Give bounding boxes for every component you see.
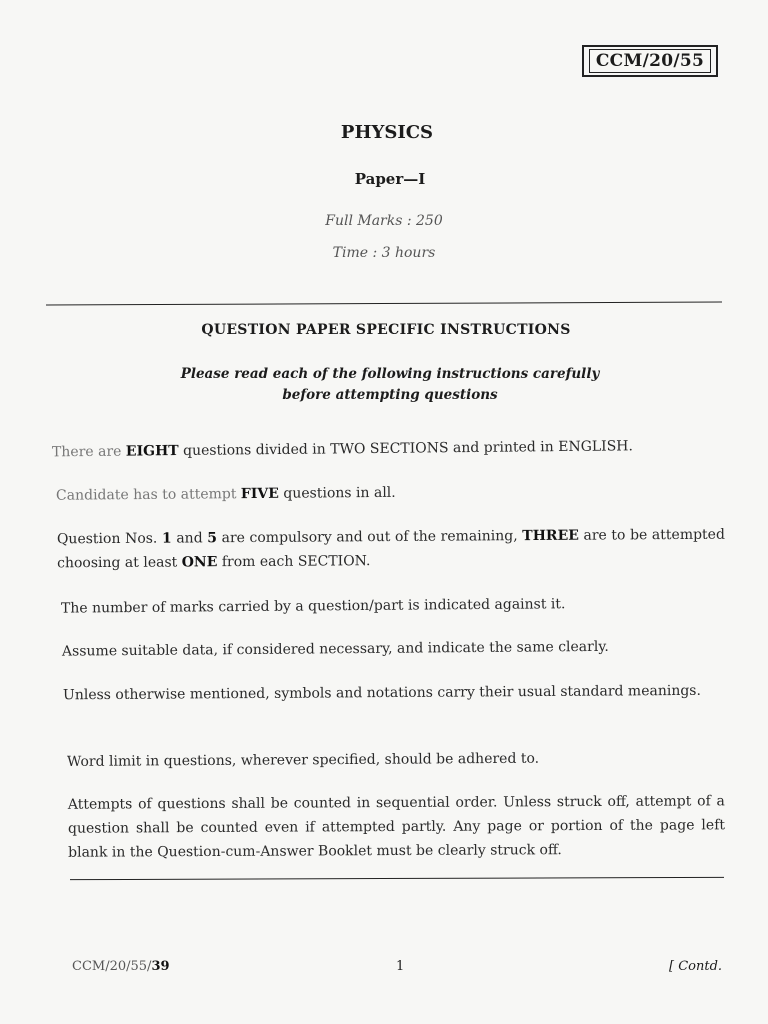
subject-title: PHYSICS: [340, 122, 434, 143]
paper-code: CCM/20/55: [589, 49, 711, 73]
instruction-item: Question Nos. 1 and 5 are compulsory and out of the remaining, THREE are to be attempted choosing at least ONE from each SECTION.: [56, 526, 725, 572]
instruction-item: Attempts of questions shall be counted in sequential order. Unless struck off, attempt of a question shall be counted even if attempted partly. Any page or portion of the page left blank in the Question-cum-Answer Booklet must be clearly struck off.: [67, 793, 726, 861]
instruction-item: Assume suitable data, if considered necessary, and indicate the same clearly.: [61, 638, 609, 660]
instruction-item: Word limit in questions, wherever specified, should be adhered to.: [66, 750, 540, 770]
top-divider: [46, 302, 722, 306]
instruction-item: There are EIGHT questions divided in TWO SECTIONS and printed in ENGLISH.: [51, 438, 633, 461]
continued-marker: [ Contd.: [669, 959, 723, 974]
bottom-divider: [70, 877, 724, 880]
page-number: 1: [396, 959, 405, 974]
instructions-subtitle: [6, 364, 768, 406]
instructions-title: QUESTION PAPER SPECIFIC INSTRUCTIONS: [201, 322, 571, 338]
full-marks: Full Marks : 250: [325, 213, 443, 229]
instruction-item: Unless otherwise mentioned, symbols and notations carry their usual standard meanings.: [62, 682, 701, 704]
instructions-subtitle-line-2: before attempting questions: [282, 387, 498, 403]
paper-code-box: [582, 45, 718, 77]
footer-paper-code: CCM/20/55/39: [72, 959, 170, 974]
instructions-subtitle-line-1: Please read each of the following instructions carefully: [180, 366, 600, 382]
paper-number: Paper—I: [354, 170, 426, 188]
instruction-item: The number of marks carried by a question/part is indicated against it.: [60, 596, 566, 617]
instruction-item: Candidate has to attempt FIVE questions in all.: [55, 484, 396, 504]
time-allowed: Time : 3 hours: [332, 245, 436, 261]
